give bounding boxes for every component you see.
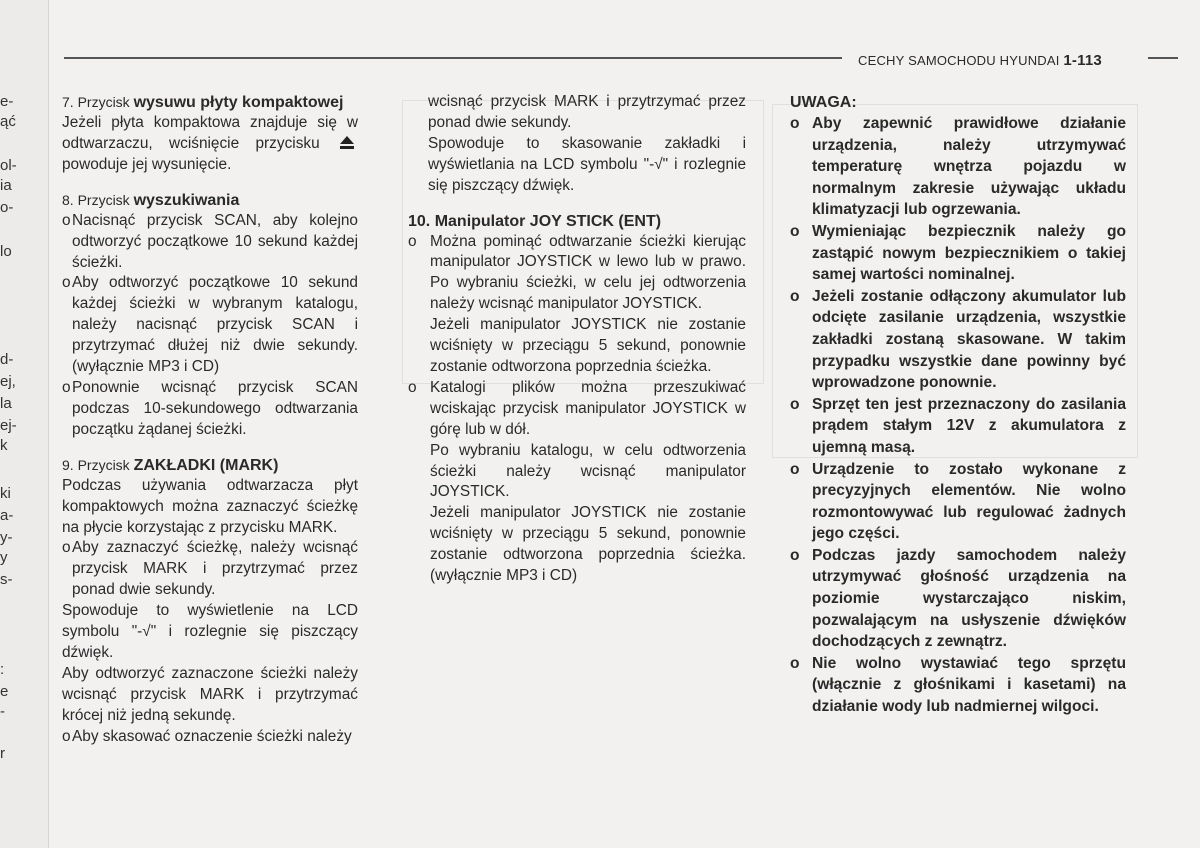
edge-fragment: y <box>0 549 8 566</box>
edge-fragment: d- <box>0 351 14 368</box>
edge-fragment: la <box>0 395 12 412</box>
paragraph: wcisnąć przycisk MARK i przytrzymać przez ponad dwie sekundy. <box>428 93 746 131</box>
list-item: o Aby skasować oznaczenie ścieżki należy <box>62 727 352 745</box>
column-1 <box>62 92 358 747</box>
edge-fragment: s- <box>0 571 13 588</box>
edge-fragment: - <box>0 703 5 720</box>
paragraph: Jeżeli manipulator JOYSTICK nie zostanie wciśnięty w przeciągu 5 sekund, ponownie zostanie odtworzona poprzednia ścieżka. <box>430 316 746 375</box>
edge-fragment: ąć <box>0 113 16 130</box>
warning-item: o Sprzęt ten jest przeznaczony do zasilania prądem stałym 12V z akumulatora z ujemną masą. <box>790 395 1126 456</box>
edge-fragment: ia <box>0 177 12 194</box>
section-9-heading: 9. Przycisk ZAKŁADKI (MARK) <box>62 456 279 474</box>
paragraph: Aby odtworzyć zaznaczone ścieżki należy wcisnąć przycisk MARK i przytrzymać krócej niż jedną sekundę. <box>62 664 358 724</box>
edge-fragment: a- <box>0 507 14 524</box>
edge-fragment: lo <box>0 243 12 260</box>
edge-fragment: o- <box>0 199 14 216</box>
edge-fragment: ki <box>0 485 11 502</box>
list-item: o Ponownie wcisnąć przycisk SCAN podczas 10-sekundowego odtwarzania początku żądanej ścieżki. <box>62 378 358 438</box>
running-header <box>858 52 1102 69</box>
warning-item: o Jeżeli zostanie odłączony akumulator lub odcięte zasilanie urządzenia, wszystkie zakładki zostaną skasowane. W takim przypadku wszystkie dane powinny być wprowadzone ponownie. <box>790 287 1126 392</box>
edge-fragment: ej- <box>0 417 17 434</box>
warning-column <box>790 92 1126 718</box>
warning-item: o Podczas jazdy samochodem należy utrzymywać głośność urządzenia na poziomie wystarczająco niskim, pozwalającym na usłyszenie dźwięków dochodzących z zewnątrz. <box>790 546 1126 651</box>
edge-fragment: r <box>0 745 5 762</box>
list-item: o Aby odtworzyć początkowe 10 sekund każdej ścieżki w wybranym katalogu, należy nacisnąć przycisk SCAN i przytrzymać dłużej niż dwie sekundy. (wyłącznie MP3 i CD) <box>62 274 358 376</box>
paragraph: Spowoduje to wyświetlenie na LCD symbolu "-√" i rozlegnie się piszczący dźwięk. <box>62 602 358 661</box>
column-2 <box>408 92 746 587</box>
edge-fragment: ej, <box>0 373 16 390</box>
edge-fragment: ol- <box>0 157 17 174</box>
eject-icon <box>340 136 354 149</box>
section-title: CECHY SAMOCHODU HYUNDAI <box>858 53 1060 68</box>
section-8-heading: 8. Przycisk wyszukiwania <box>62 191 240 209</box>
warning-title: UWAGA: <box>790 94 857 111</box>
header-rule <box>64 57 842 59</box>
list-item: o Nacisnąć przycisk SCAN, aby kolejno odtworzyć początkowe 10 sekund każdej ścieżki. <box>62 211 358 271</box>
edge-fragment: y- <box>0 529 13 546</box>
header-rule-end <box>1148 57 1178 59</box>
section-7-heading: 7. Przycisk wysuwu płyty kompaktowej <box>62 94 344 111</box>
edge-fragment: : <box>0 661 5 678</box>
edge-fragment: k <box>0 437 8 454</box>
edge-fragment: e <box>0 683 9 700</box>
section-7-body: Jeżeli płyta kompaktowa znajduje się w odtwarzaczu, wciśnięcie przycisku powoduje jej wysunięcie. <box>62 114 358 173</box>
section-10-heading: 10. Manipulator JOY STICK (ENT) <box>408 212 662 230</box>
paragraph: Spowoduje to skasowanie zakładki i wyświetlania na LCD symbolu "-√" i rozlegnie się piszczący dźwięk. <box>428 134 746 194</box>
section-9-intro: Podczas używania odtwarzacza płyt kompaktowych można zaznaczyć ścieżkę na płycie korzystając z przycisku MARK. <box>62 476 358 536</box>
paragraph: Jeżeli manipulator JOYSTICK nie zostanie wciśnięty w przeciągu 5 sekund, ponownie zostanie odtworzona poprzednia ścieżka. (wyłącznie MP3 i CD) <box>430 504 746 585</box>
page-number: 1-113 <box>1063 52 1102 69</box>
warning-item: o Aby zapewnić prawidłowe działanie urządzenia, należy utrzymywać temperaturę wnętrza pojazdu w normalnym zakresie używając układu klimatyzacji lub ogrzewania. <box>790 115 1126 219</box>
list-item: o Aby zaznaczyć ścieżkę, należy wcisnąć przycisk MARK i przytrzymać przez ponad dwie sekundy. <box>62 539 358 599</box>
list-item: o Katalogi plików można przeszukiwać wciskając przycisk manipulator JOYSTICK w górę lub w dół. <box>408 378 746 438</box>
paragraph: Po wybraniu katalogu, w celu odtworzenia ścieżki należy wcisnąć manipulator JOYSTICK. <box>430 441 746 501</box>
list-item: o Można pominąć odtwarzanie ścieżki kierując manipulator JOYSTICK w lewo lub w prawo. Po wybraniu ścieżki, w celu jej odtworzenia należy wcisnąć manipulator JOYSTICK. <box>408 232 746 313</box>
edge-fragment: e- <box>0 93 14 110</box>
warning-item: o Nie wolno wystawiać tego sprzętu (włącznie z głośnikami i kasetami) na działanie wody lub nadmiernej wilgoci. <box>790 654 1126 716</box>
warning-item: o Wymieniając bezpiecznik należy go zastąpić nowym bezpiecznikiem o takiej samej wartości nominalnej. <box>790 222 1126 284</box>
warning-item: o Urządzenie to zostało wykonane z precyzyjnych elementów. Nie wolno rozmontowywać lub regulować żadnych jego części. <box>790 460 1126 543</box>
